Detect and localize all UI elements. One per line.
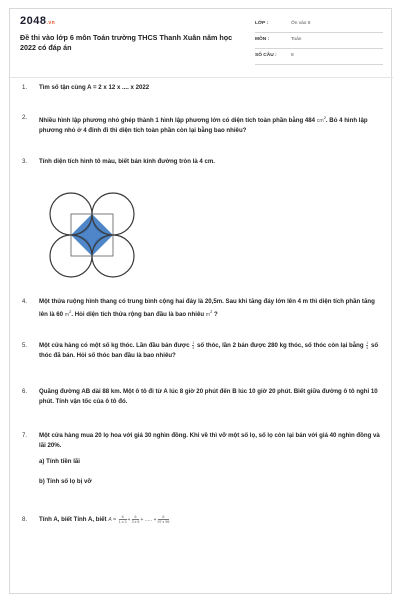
sub-question-b: b) Tính số lọ bị vỡ xyxy=(39,478,92,485)
question-2 xyxy=(22,113,384,136)
question-number: 4. xyxy=(22,298,28,305)
question-number: 8. xyxy=(22,516,28,523)
question-text: Quãng đường AB dài 88 km. Một ô tô đi từ A lúc 8 giờ 20 phút đến B lúc 10 giờ 20 phút. Biết giữa đường ô tô nghỉ 10 phút. Tính vận tốc của ô tô đó. xyxy=(39,388,378,405)
unit: cm xyxy=(316,118,324,125)
question-number: 2. xyxy=(22,114,28,121)
meta-row-count xyxy=(255,51,383,65)
question-1 xyxy=(22,83,384,93)
sub-question-a: a) Tính tiền lãi xyxy=(39,458,80,465)
meta-key: LỚP : xyxy=(255,21,269,26)
site-logo[interactable]: 2048.vn xyxy=(20,15,56,27)
question-text: Tính A, biết Tính A, biết A = $\frac{6}{1 x 3}$ + $\frac{6}{3 x 5}$ + ..... + $\frac{6}{97 x 99}$ xyxy=(39,515,170,524)
question-number: 1. xyxy=(22,84,28,91)
question-text: Một cửa hàng có một số kg thóc. Lần đầu bán được $\frac{1}{4}$ số thóc, lần 2 bán được 280 kg thóc, số thóc còn lại bằng $\frac{1}{4}$ số thóc đã bán. Hỏi số thóc ban đầu là bao nhiêu? xyxy=(39,341,379,360)
four-circles-figure xyxy=(46,189,136,281)
shaded-region-curves xyxy=(71,214,113,256)
meta-value: 8 xyxy=(291,53,294,58)
fraction: $\frac{6}{3 x 5}$ xyxy=(131,515,140,524)
fraction: $\frac{6}{1 x 3}$ xyxy=(118,515,127,524)
fraction: $\frac{6}{97 x 99}$ xyxy=(157,515,170,524)
document-page xyxy=(9,8,392,594)
meta-row-class xyxy=(255,19,383,33)
question-number: 3. xyxy=(22,158,28,165)
question-number: 5. xyxy=(22,342,28,349)
question-5 xyxy=(22,341,384,361)
document-header xyxy=(10,9,393,71)
question-text: Một cửa hàng mua 20 lọ hoa với giá 30 nghìn đồng. Khi về thì vỡ một số lọ, số lọ còn lại bán với giá 40 nghìn đồng và lãi 20%. xyxy=(39,432,380,449)
question-number: 6. xyxy=(22,388,28,395)
meta-key: MÔN : xyxy=(255,37,270,42)
header-divider xyxy=(10,77,393,78)
question-text: Nhiều hình lập phương nhỏ ghép thành 1 hình lập phương lớn có diện tích toàn phần bằng 484 $cm^2$. Bỏ 4 hình lập phương nhỏ ở 4 đỉnh đi thì diện tích toàn phần còn lại bằng bao nhiêu? xyxy=(39,115,368,135)
meta-value: Ôn vào 6 xyxy=(291,21,311,26)
meta-row-subject xyxy=(255,35,383,49)
question-number: 7. xyxy=(22,432,28,439)
fraction: $\frac{1}{4}$ xyxy=(192,341,195,350)
question-8 xyxy=(22,515,384,525)
fraction: $\frac{1}{4}$ xyxy=(366,341,369,350)
meta-value: Toán xyxy=(291,37,302,42)
document-title: Đề thi vào lớp 6 môn Toán trường THCS Thanh Xuân năm học 2022 có đáp án xyxy=(20,33,233,52)
meta-key: SỐ CÂU : xyxy=(255,53,277,58)
question-text: Tìm số tận cùng A = 2 x 12 x .... x 2022 xyxy=(39,84,150,91)
question-7 xyxy=(22,431,384,487)
question-4 xyxy=(22,297,384,320)
question-6 xyxy=(22,387,384,407)
question-text: Một thửa ruộng hình thang có trung bình cộng hai đáy là 20,5m. Sau khi tăng đáy lớn lên 4 m thì diện tích phần tăng lên là 60 $m^2$. Hỏi diện tích thửa rộng ban đầu là bao nhiêu $m^2$ ? xyxy=(39,298,375,319)
question-text: Tính diện tích hình tô màu, biết bán kính đường tròn là 4 cm. xyxy=(39,158,215,165)
exam-meta xyxy=(255,19,383,67)
question-3 xyxy=(22,157,384,167)
